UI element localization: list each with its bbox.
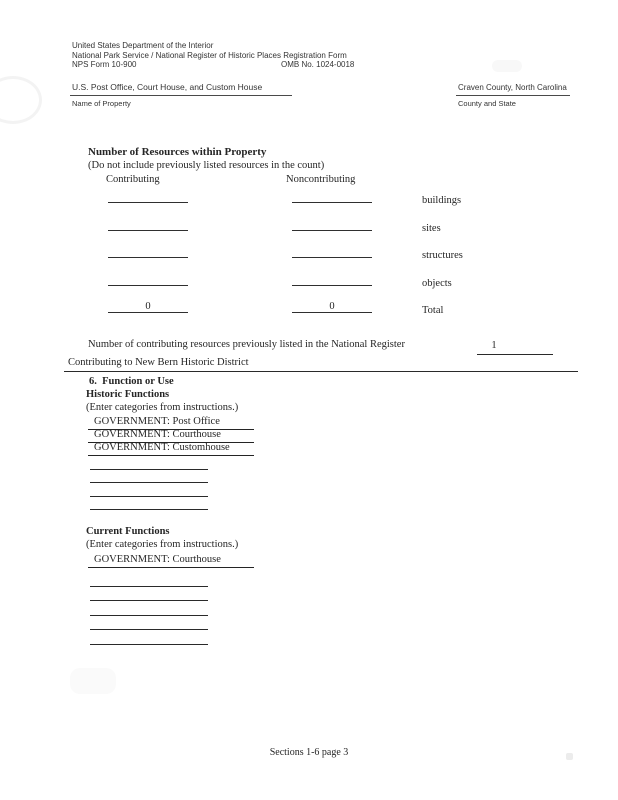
historic-functions-instruction: (Enter categories from instructions.) xyxy=(86,402,239,413)
property-name: U.S. Post Office, Court House, and Custom House xyxy=(72,82,263,92)
noncontributing-value: 0 xyxy=(329,301,335,312)
contributing-blank xyxy=(108,285,188,286)
current-functions-instruction: (Enter categories from instructions.) xyxy=(86,539,239,550)
section6-heading: 6. Function or Use xyxy=(89,376,174,387)
column-noncontributing: Noncontributing xyxy=(286,174,356,185)
noncontributing-blank xyxy=(292,285,372,286)
resources-title: Number of Resources within Property xyxy=(88,146,267,158)
row-label: sites xyxy=(422,223,441,234)
noncontributing-blank xyxy=(292,257,372,258)
blank-entry-line xyxy=(90,587,208,602)
row-label: Total xyxy=(422,305,444,316)
historic-function-entry: GOVERNMENT: Customhouse xyxy=(88,442,254,456)
resource-row-sites xyxy=(0,213,618,234)
row-label: structures xyxy=(422,250,463,261)
page-footer: Sections 1-6 page 3 xyxy=(269,747,349,758)
blank-entry-line xyxy=(90,456,208,470)
resource-row-structures xyxy=(0,240,618,261)
noncontributing-blank xyxy=(292,230,372,231)
property-name-label: Name of Property xyxy=(72,98,131,108)
agency-name: United States Department of the Interior xyxy=(72,41,214,50)
resource-row-objects xyxy=(0,268,618,289)
historic-function-entry: GOVERNMENT: Post Office xyxy=(88,416,254,430)
previously-listed-blank xyxy=(477,354,553,355)
county-state-rule xyxy=(456,95,570,96)
historic-functions-title: Historic Functions xyxy=(86,389,170,400)
blank-entry-line xyxy=(90,497,208,511)
blank-entry-line xyxy=(90,630,208,645)
current-functions-blank-lines xyxy=(90,572,208,645)
current-functions-title: Current Functions xyxy=(86,526,170,537)
scan-artifact xyxy=(492,60,522,72)
previously-listed-value: 1 xyxy=(491,340,497,351)
previously-listed-note-text: Contributing to New Bern Historic District xyxy=(68,357,249,368)
previously-listed-label: Number of contributing resources previously listed in the National Register xyxy=(88,339,405,350)
county-state-label: County and State xyxy=(458,98,516,108)
omb-number: OMB No. 1024-0018 xyxy=(281,60,355,69)
resource-row-total xyxy=(0,295,618,316)
blank-entry-line xyxy=(90,470,208,484)
form-title: National Park Service / National Register of Historic Places Registration Form xyxy=(72,50,347,60)
resources-instruction: (Do not include previously listed resources in the count) xyxy=(88,160,325,171)
scan-artifact xyxy=(70,668,116,694)
historic-function-entry: GOVERNMENT: Courthouse xyxy=(88,429,254,443)
blank-entry-line xyxy=(90,483,208,497)
scan-artifact xyxy=(0,76,42,124)
blank-entry-line xyxy=(90,616,208,631)
contributing-blank xyxy=(108,312,188,313)
column-contributing: Contributing xyxy=(106,174,160,185)
row-label: buildings xyxy=(422,195,462,206)
row-label: objects xyxy=(422,278,452,289)
contributing-value: 0 xyxy=(145,301,151,312)
noncontributing-blank xyxy=(292,312,372,313)
historic-functions-blank-lines xyxy=(90,456,208,510)
current-function-entry: GOVERNMENT: Courthouse xyxy=(88,554,254,568)
form-number: NPS Form 10-900 xyxy=(72,60,137,69)
noncontributing-blank xyxy=(292,202,372,203)
property-name-rule xyxy=(70,95,292,96)
resource-row-buildings xyxy=(0,185,618,206)
blank-entry-line xyxy=(90,572,208,587)
county-state: Craven County, North Carolina xyxy=(458,83,567,92)
blank-entry-line xyxy=(90,601,208,616)
contributing-blank xyxy=(108,202,188,203)
contributing-blank xyxy=(108,257,188,258)
contributing-blank xyxy=(108,230,188,231)
previously-listed-note xyxy=(64,357,578,372)
